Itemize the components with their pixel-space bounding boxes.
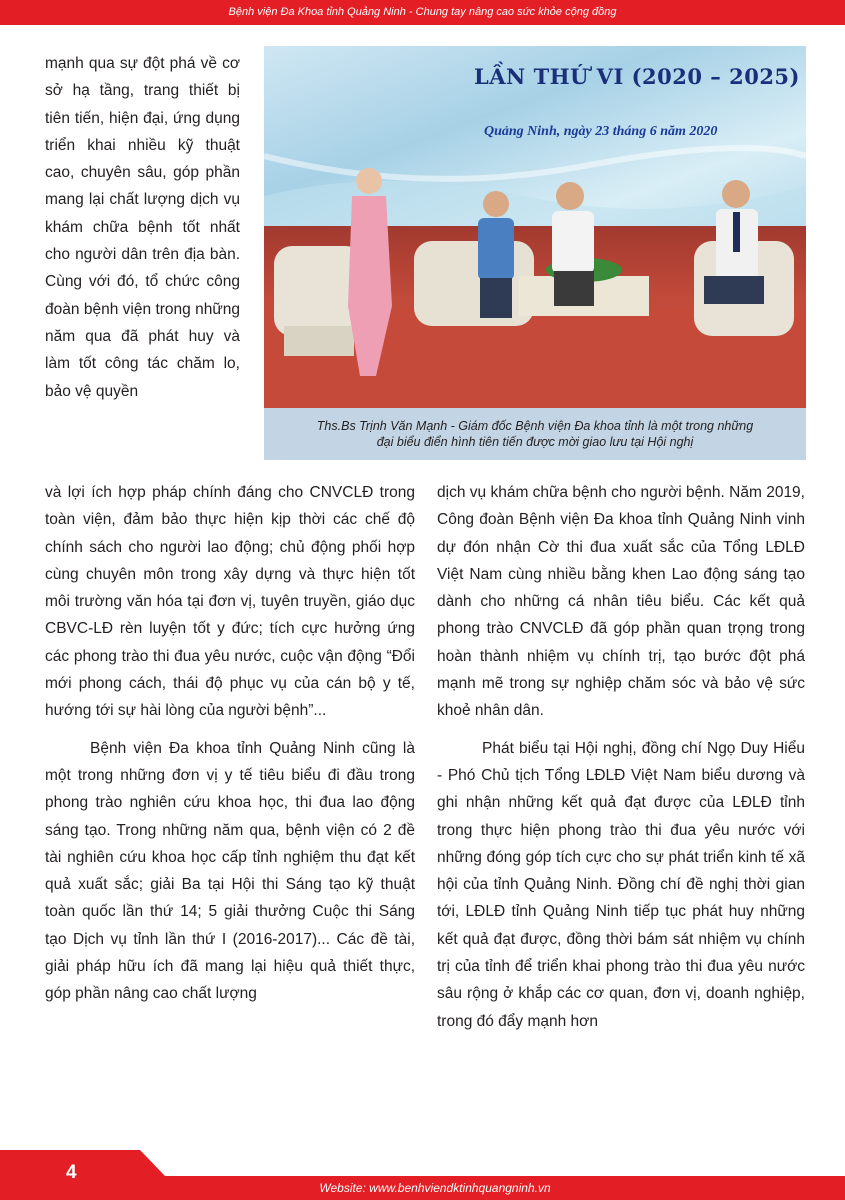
article-right-column: [437, 479, 805, 1035]
article-paragraph: Bệnh viện Đa khoa tỉnh Quảng Ninh cũng là một trong những đơn vị y tế tiêu biểu đi đầu trong phong trào nghiên cứu khoa học, thi đua lao động sáng tạo. Trong những năm qua, bệnh viện có 2 đề tài nghiên cứu khoa học cấp tỉnh nghiệm thu đạt kết quả xuất sắc; giải Ba tại Hội thi Sáng tạo kỹ thuật toàn quốc lần thứ 14; 5 giải thưởng Cuộc thi Sáng tạo Dịch vụ tỉnh lần thứ I (2016-2017)... Các đề tài, giải pháp hữu ích đã mang lại hiệu quả thiết thực, góp phần nâng cao chất lượng: [45, 739, 415, 1003]
article-paragraph: Phát biểu tại Hội nghị, đồng chí Ngọ Duy Hiểu - Phó Chủ tịch Tổng LĐLĐ Việt Nam biểu dương và ghi nhận những kết quả đạt được của LĐLĐ tỉnh trong thực hiện phong trào thi đua yêu nước với những đóng góp tích cực cho sự phát triển kinh tế xã hội của tỉnh Quảng Ninh. Đồng chí đề nghị thời gian tới, LĐLĐ tỉnh Quảng Ninh tiếp tục phát huy những kết quả đạt được, đồng thời bám sát nhiệm vụ chính trị của tỉnh để triển khai phong trào thi đua yêu nước sâu rộng ở khắp các cơ quan, đơn vị, doanh nghiệp, trong đó đẩy mạnh hơn: [437, 739, 805, 1030]
header-bar: [0, 0, 845, 25]
article-left-top: [45, 50, 240, 405]
footer: [0, 1150, 845, 1200]
article-paragraph: mạnh qua sự đột phá về cơ sở hạ tầng, trang thiết bị tiên tiến, hiện đại, ứng dụng triển khai nhiều kỹ thuật cao, chuyên sâu, góp phần mang lại chất lượng dịch vụ khám chữa bệnh tốt nhất cho người dân trên địa bàn. Cùng với đó, tổ chức công đoàn bệnh viện trong những năm qua đã phát huy và làm tốt công tác chăm lo, bảo vệ quyền: [45, 55, 240, 400]
banner-subtitle: Quảng Ninh, ngày 23 tháng 6 năm 2020: [484, 124, 718, 139]
page-number: 4: [66, 1162, 77, 1183]
stage-people-illustration: [264, 46, 806, 408]
event-photo: [264, 46, 806, 408]
article-left-column: [45, 479, 415, 1008]
banner-title: LẦN THỨ VI (2020 – 2025): [474, 64, 800, 89]
website-link[interactable]: Website: www.benhviendktinhquangninh.vn: [319, 1181, 551, 1195]
header-tagline: Bệnh viện Đa Khoa tỉnh Quảng Ninh - Chung tay nâng cao sức khỏe cộng đồng: [228, 6, 617, 18]
photo-caption: [264, 408, 806, 460]
caption-line: Ths.Bs Trịnh Văn Mạnh - Giám đốc Bệnh viện Đa khoa tỉnh là một trong những: [316, 419, 754, 433]
article-paragraph: dịch vụ khám chữa bệnh cho người bệnh. Năm 2019, Công đoàn Bệnh viện Đa khoa tỉnh Quảng Ninh vinh dự đón nhận Cờ thi đua xuất sắc của Tổng LĐLĐ Việt Nam cùng nhiều bằng khen Lao động sáng tạo dành cho những cá nhân tiêu biểu. Các kết quả phong trào CNVCLĐ đã góp phần quan trọng trong hoàn thành nhiệm vụ chính trị, tạo bước đột phá mạnh mẽ trong sự nghiệp chăm sóc và bảo vệ sức khoẻ nhân dân.: [437, 484, 805, 720]
article-paragraph: và lợi ích hợp pháp chính đáng cho CNVCLĐ trong toàn viện, đảm bảo thực hiện kịp thời các chế độ chính sách cho người lao động; chủ động phối hợp cùng chuyên môn trong xây dựng và thực hiện tốt môi trường văn hóa tại đơn vị, tuyên truyền, giáo dục CBVC-LĐ rèn luyện tốt y đức; tích cực hưởng ứng các phong trào thi đua yêu nước, cuộc vận động “Đổi mới phong cách, thái độ phục vụ của cán bộ y tế, hướng tới sự hài lòng của người bệnh”...: [45, 484, 415, 720]
caption-line: đại biểu điển hình tiên tiến được mời giao lưu tại Hội nghị: [376, 435, 694, 449]
photo-figure: [264, 46, 806, 460]
